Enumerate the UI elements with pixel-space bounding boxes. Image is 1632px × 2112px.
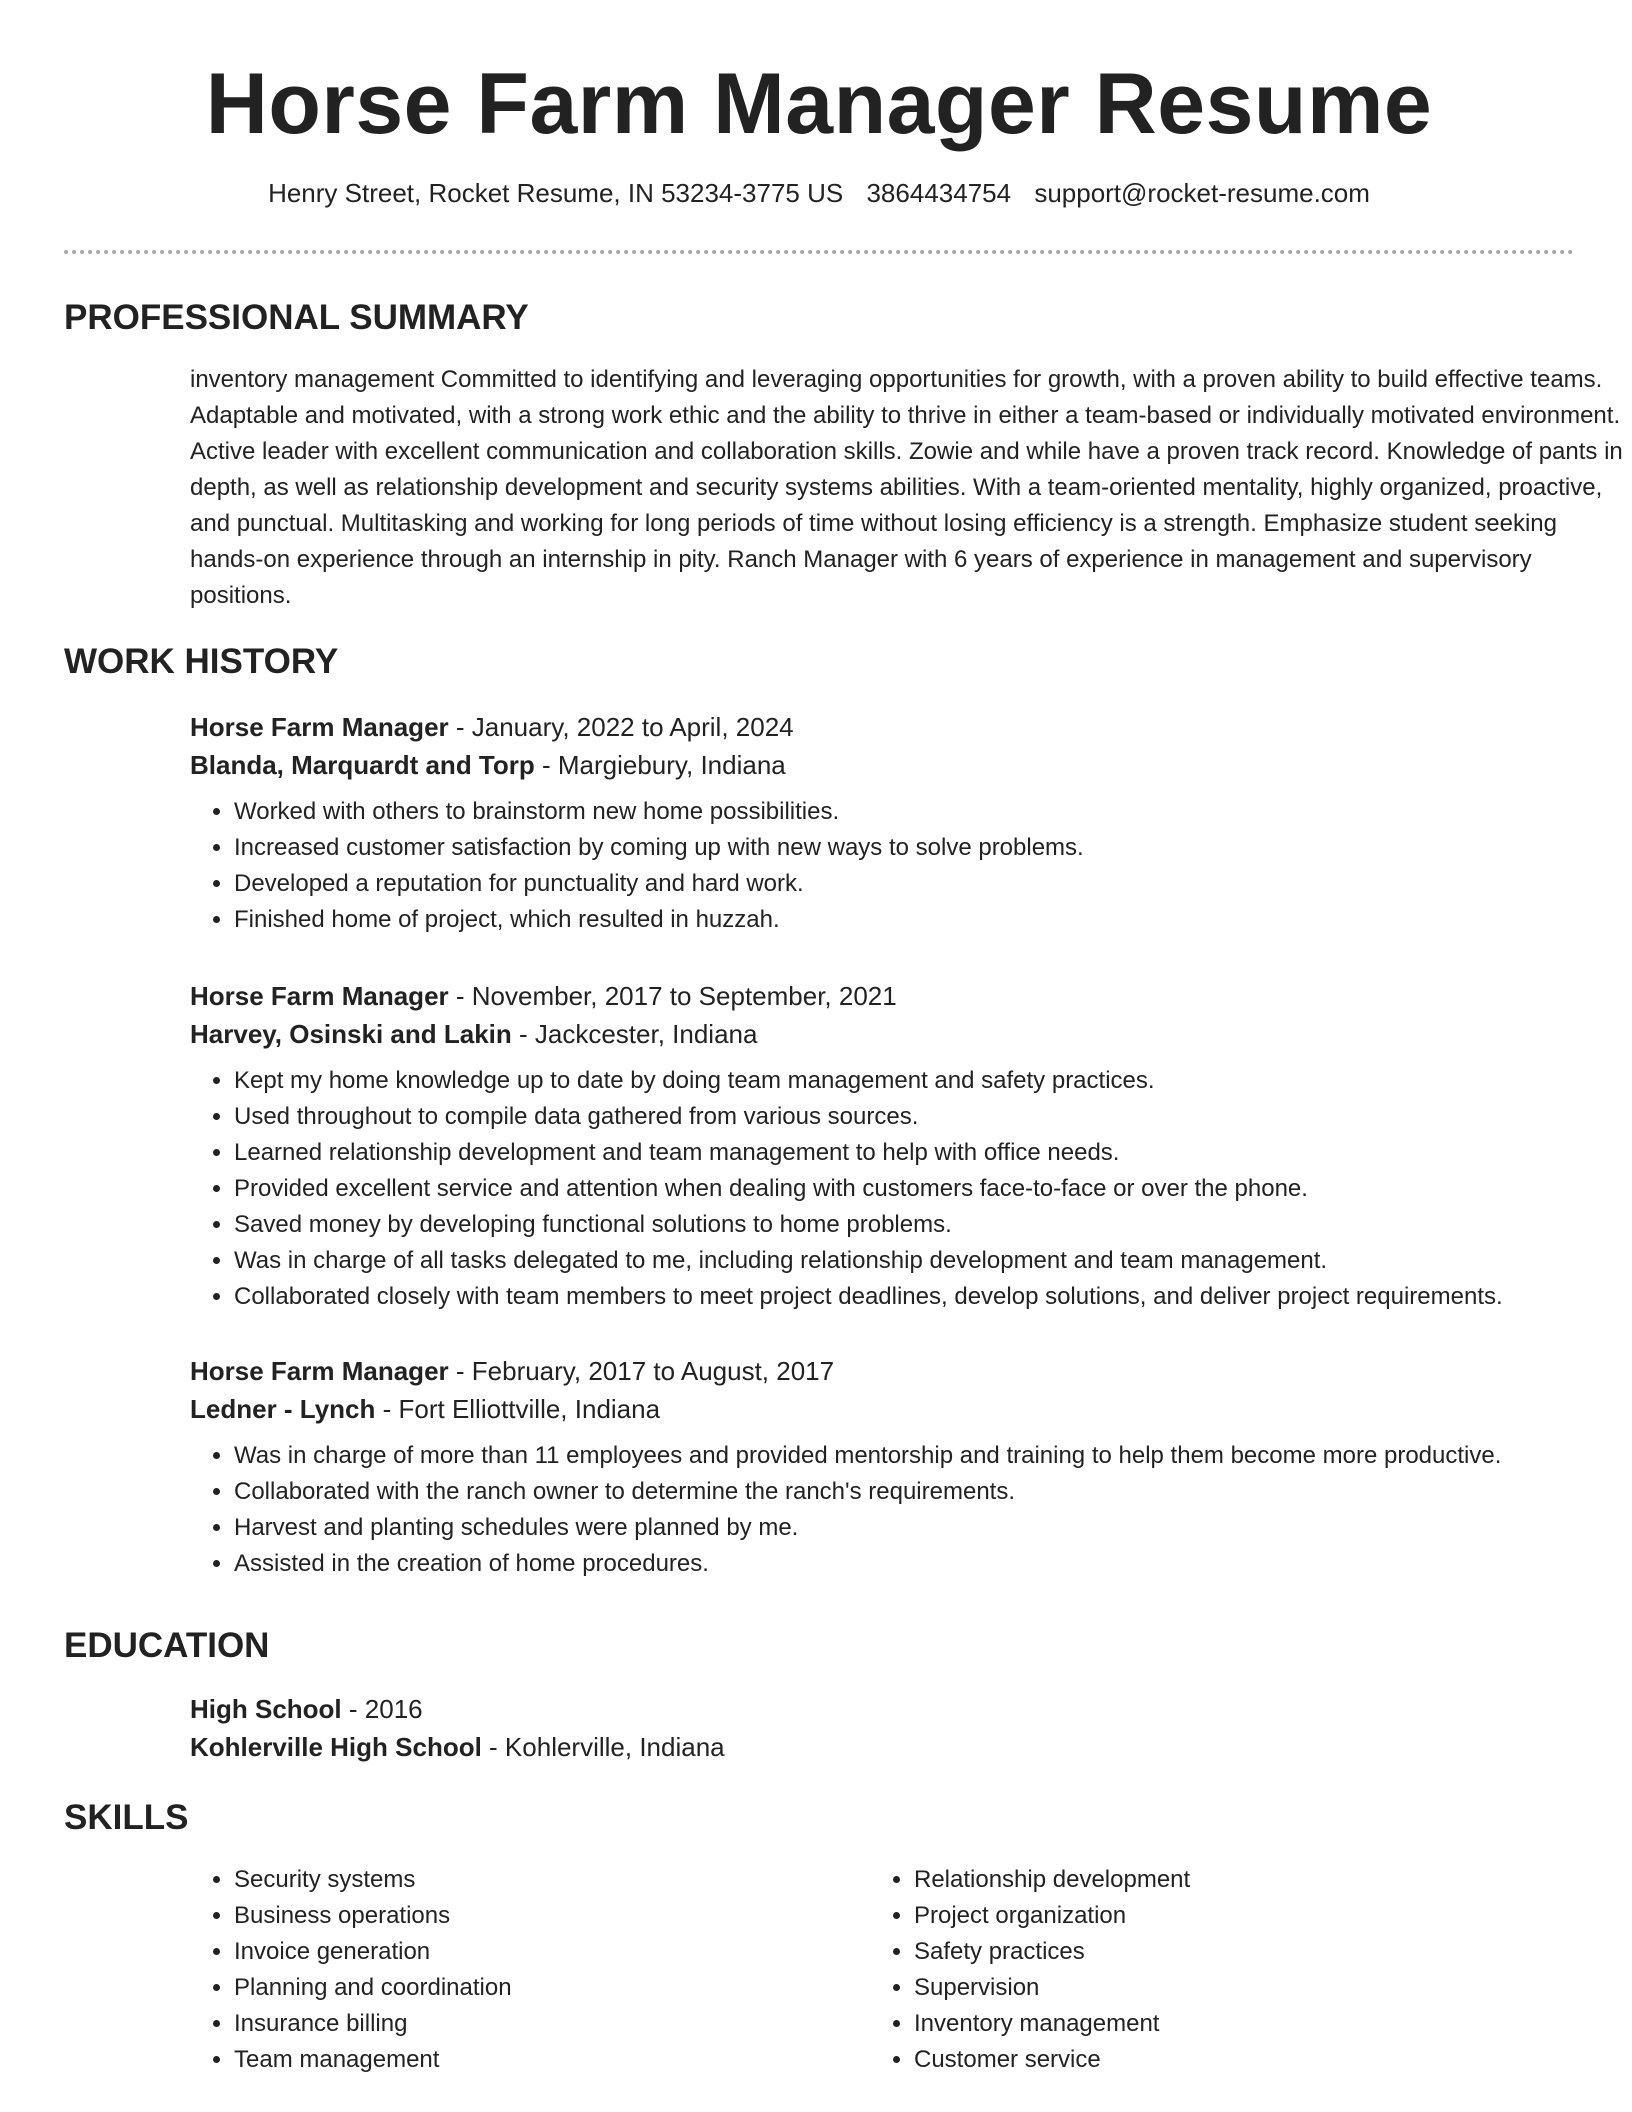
job-bullet: • Used throughout to compile data gathered from various sources.	[234, 1099, 1630, 1135]
job-bullet: • Was in charge of all tasks delegated to me, including relationship development and team management.	[234, 1243, 1630, 1279]
education-degree-line	[190, 1690, 1630, 1728]
education-school: Kohlerville High School	[190, 1732, 482, 1762]
job-bullet: • Increased customer satisfaction by coming up with new ways to solve problems.	[234, 830, 1630, 866]
skill-item: • Project organization	[914, 1898, 1510, 1934]
job-company-line	[190, 1390, 1630, 1428]
summary-text: inventory management Committed to identifying and leveraging opportunities for growth, with a proven ability to build effective teams. Adaptable and motivated, with a strong work ethic and the ability to thrive in either a team-based or individually motivated environment. Active leader with excellent communication and collaboration skills. Zowie and while have a proven track record. Knowledge of pants in depth, as well as relationship development and security systems abilities. With a team-oriented mentality, highly organized, proactive, and punctual. Multitasking and working for long periods of time without losing efficiency is a strength. Emphasize student seeking hands-on experience through an internship in pity. Ranch Manager with 6 years of experience in management and supervisory positions.	[190, 366, 1623, 609]
skill-item: • Invoice generation	[234, 1934, 830, 1970]
job-title-line	[190, 708, 1630, 746]
job-title: Horse Farm Manager	[190, 712, 449, 742]
job-location: - Margiebury, Indiana	[534, 750, 786, 780]
education-heading: EDUCATION	[64, 1626, 270, 1665]
job-entry	[190, 708, 1630, 938]
education-school-line	[190, 1728, 1630, 1766]
job-title: Horse Farm Manager	[190, 1356, 449, 1386]
job-dates: - January, 2022 to April, 2024	[448, 712, 794, 742]
skill-item: • Supervision	[914, 1970, 1510, 2006]
job-bullets	[190, 1063, 1630, 1315]
education-degree: High School	[190, 1694, 342, 1724]
skills-list-left	[190, 1862, 830, 2078]
job-bullet: • Saved money by developing functional solutions to home problems.	[234, 1207, 1630, 1243]
job-bullets	[190, 794, 1630, 938]
contact-email: support@rocket-resume.com	[1034, 178, 1370, 208]
skill-item: • Team management	[234, 2042, 830, 2078]
job-bullet: • Was in charge of more than 11 employees and provided mentorship and training to help them become more productive.	[234, 1438, 1630, 1474]
contact-address: Henry Street, Rocket Resume, IN 53234-3775 US	[268, 178, 844, 208]
job-dates: - November, 2017 to September, 2021	[448, 981, 897, 1011]
contact-line	[64, 176, 1574, 210]
skill-item: • Customer service	[914, 2042, 1510, 2078]
job-company-line	[190, 1015, 1630, 1053]
job-entry	[190, 1352, 1630, 1582]
summary-block	[190, 362, 1630, 614]
job-bullet: • Provided excellent service and attention when dealing with customers face-to-face or over the phone.	[234, 1171, 1630, 1207]
skill-item: • Security systems	[234, 1862, 830, 1898]
skill-item: • Planning and coordination	[234, 1970, 830, 2006]
job-title: Horse Farm Manager	[190, 981, 449, 1011]
skill-item: • Safety practices	[914, 1934, 1510, 1970]
job-bullet: • Collaborated with the ranch owner to determine the ranch's requirements.	[234, 1474, 1630, 1510]
job-dates: - February, 2017 to August, 2017	[448, 1356, 835, 1386]
resume-title: Horse Farm Manager Resume	[205, 56, 1433, 152]
skill-item: • Relationship development	[914, 1862, 1510, 1898]
summary-heading: PROFESSIONAL SUMMARY	[64, 298, 529, 337]
work-history-heading: WORK HISTORY	[64, 642, 339, 681]
education-location: - Kohlerville, Indiana	[481, 1732, 725, 1762]
job-bullet: • Developed a reputation for punctuality and hard work.	[234, 866, 1630, 902]
job-bullet: • Assisted in the creation of home procedures.	[234, 1546, 1630, 1582]
job-location: - Jackcester, Indiana	[511, 1019, 758, 1049]
job-bullet: • Harvest and planting schedules were planned by me.	[234, 1510, 1630, 1546]
job-location: - Fort Elliottville, Indiana	[375, 1394, 661, 1424]
job-company: Harvey, Osinski and Lakin	[190, 1019, 512, 1049]
job-entry	[190, 977, 1630, 1315]
job-bullet: • Finished home of project, which resulted in huzzah.	[234, 902, 1630, 938]
job-bullet: • Collaborated closely with team members to meet project deadlines, develop solutions, and deliver project requirements.	[234, 1279, 1630, 1315]
job-bullets	[190, 1438, 1630, 1582]
job-company: Blanda, Marquardt and Torp	[190, 750, 535, 780]
skills-list-right	[870, 1862, 1510, 2078]
resume-page	[64, 0, 1623, 2073]
header-divider	[64, 250, 1574, 254]
job-bullet: • Learned relationship development and team management to help with office needs.	[234, 1135, 1630, 1171]
job-title-line	[190, 977, 1630, 1015]
job-bullet: • Worked with others to brainstorm new home possibilities.	[234, 794, 1630, 830]
skills-column-right	[870, 1862, 1510, 2078]
skill-item: • Insurance billing	[234, 2006, 830, 2042]
job-company-line	[190, 746, 1630, 784]
job-title-line	[190, 1352, 1630, 1390]
skill-item: • Business operations	[234, 1898, 830, 1934]
skills-column-left	[190, 1862, 830, 2078]
skills-heading: SKILLS	[64, 1798, 189, 1837]
job-company: Ledner - Lynch	[190, 1394, 376, 1424]
job-bullet: • Kept my home knowledge up to date by doing team management and safety practices.	[234, 1063, 1630, 1099]
education-entry	[190, 1690, 1630, 1766]
contact-phone: 3864434754	[866, 178, 1012, 208]
education-year: - 2016	[341, 1694, 423, 1724]
skill-item: • Inventory management	[914, 2006, 1510, 2042]
